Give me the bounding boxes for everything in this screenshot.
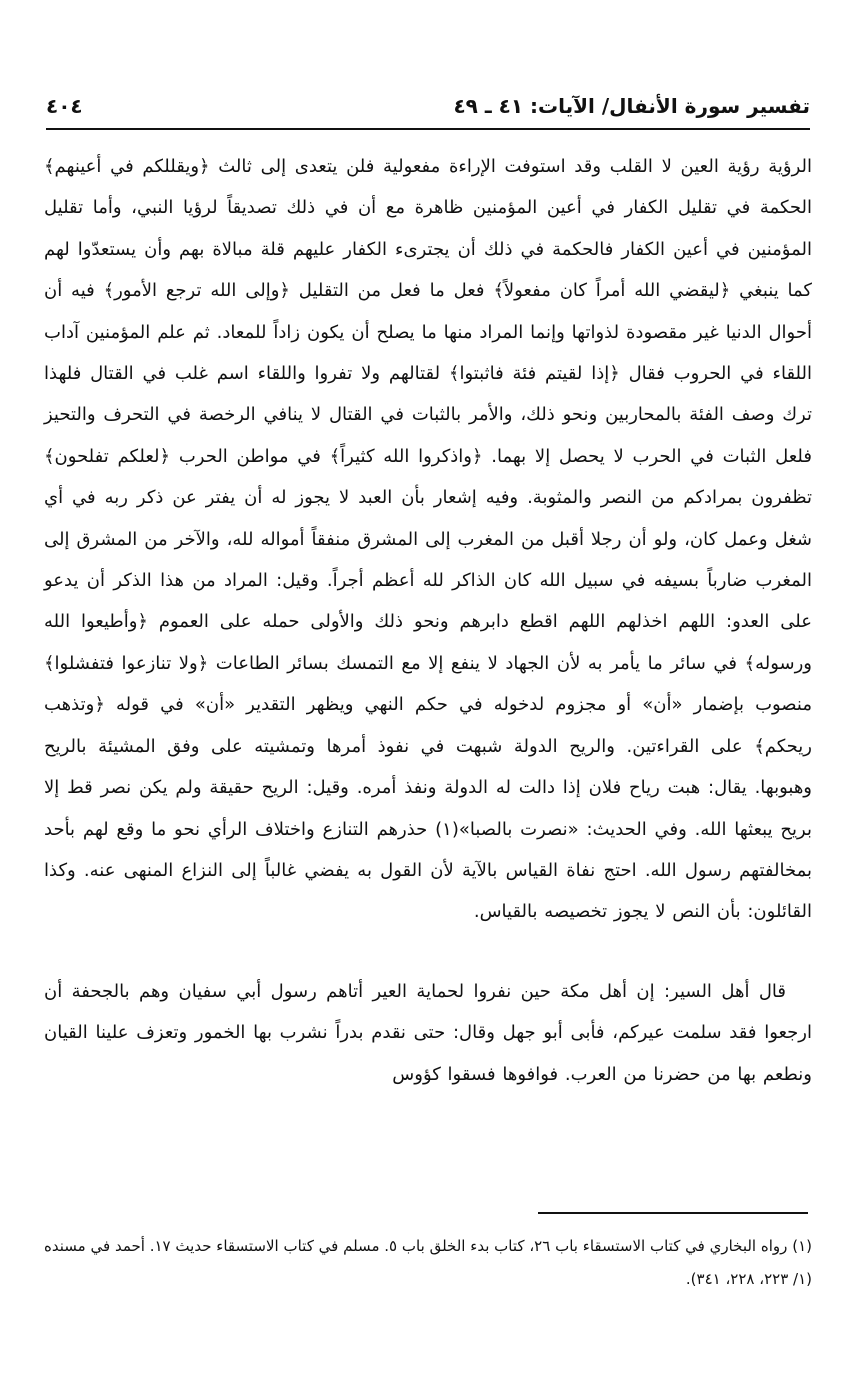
running-title: تفسير سورة الأنفال/ الآيات: ٤١ ـ ٤٩	[453, 94, 810, 118]
paragraph-sira: قال أهل السير: إن أهل مكة حين نفروا لحماية العير أتاهم رسول أبي سفيان وهم بالجحفة أن ارجعوا فقد سلمت عيركم، فأبى أبو جهل وقال: حتى نقدم بدراً نشرب بها الخمور وتعزف علينا القيان ونطعم بها من حضرنا من العرب. فوافوها فسقوا كؤوس	[44, 980, 812, 1085]
main-text	[44, 146, 812, 1095]
paragraph-tafsir: الرؤية رؤية العين لا القلب وقد استوفت الإراءة مفعولية فلن يتعدى إلى ثالث ﴿ويقللكم في أعينهم﴾ الحكمة في تقليل الكفار في أعين المؤمنين ظاهرة مع أن في ذلك تصديقاً لرؤيا النبي، وأما تقليل المؤمنين في أعين الكفار فالحكمة في ذلك أن يجترىء الكفار عليهم قلة مبالاة بهم وأن يستعدّوا لهم كما ينبغي ﴿ليقضي الله أمراً كان مفعولاً﴾ فعل ما فعل من التقليل ﴿وإلى الله ترجع الأمور﴾ فيه أن أحوال الدنيا غير مقصودة لذواتها وإنما المراد منها ما يصلح أن يكون زاداً للمعاد. ثم علم المؤمنين آداب اللقاء في الحروب فقال ﴿إذا لقيتم فئة فاثبتوا﴾ لقتالهم ولا تفروا واللقاء اسم غلب في القتال فلهذا ترك وصف الفئة بالمحاربين ونحو ذلك، والأمر بالثبات في القتال لا ينافي الرخصة في التحرف والتحيز فلعل الثبات في الحرب لا يحصل إلا بهما. ﴿واذكروا الله كثيراً﴾ في مواطن الحرب ﴿لعلكم تفلحون﴾ تظفرون بمرادكم من النصر والمثوبة. وفيه إشعار بأن العبد لا يجوز له أن يفتر عن ذكر ربه في أي شغل وعمل كان، ولو أن رجلا أقبل من المغرب إلى المشرق منفقاً أمواله لله، والآخر من المشرق إلى المغرب ضارباً بسيفه في سبيل الله كان الذاكر لله أعظم أجراً. وقيل: المراد من هذا الذكر أن يدعو على العدو: اللهم اخذلهم اللهم اقطع دابرهم ونحو ذلك والأولى حمله على العموم ﴿وأطيعوا الله ورسوله﴾ في سائر ما يأمر به لأن الجهاد لا ينفع إلا مع التمسك بسائر الطاعات ﴿ولا تنازعوا فتفشلوا﴾ منصوب بإضمار «أن» أو مجزوم لدخوله في حكم النهي ويظهر التقدير «أن» في قوله ﴿وتذهب ريحكم﴾ على القراءتين. والريح الدولة شبهت في نفوذ أمرها وتمشيته على وفق المشيئة بالريح وهبوبها. يقال: هبت رياح فلان إذا دالت له الدولة ونفذ أمره. وقيل: الريح حقيقة ولم يكن نصر قط إلا بريح يبعثها الله. وفي الحديث: «نصرت بالصبا»(١) حذرهم التنازع واختلاف الرأي نحو ما وقع لهم بأحد بمخالفتهم رسول الله. احتج نفاة القياس بالآية لأن القول به يفضي غالباً إلى النزاع المنهى عنه. وكذا القائلون: بأن النص لا يجوز تخصيصه بالقياس.	[44, 156, 812, 923]
footnote-1: (١) رواه البخاري في كتاب الاستسقاء باب ٢٦، كتاب بدء الخلق باب ٥. مسلم في كتاب الاستسقاء حديث ١٧. أحمد في مسنده (١/ ٢٢٣، ٢٢٨، ٣٤١).	[44, 1237, 812, 1288]
page-header	[46, 92, 810, 126]
header-divider	[46, 128, 810, 130]
footnotes	[44, 1230, 812, 1296]
footnote-divider	[538, 1212, 808, 1214]
page-number: ٤٠٤	[46, 94, 83, 118]
